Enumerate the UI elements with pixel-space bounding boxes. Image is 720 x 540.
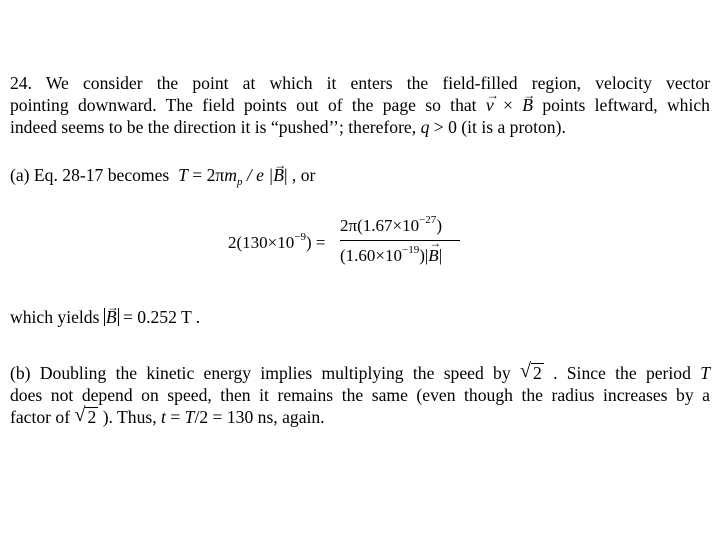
intro-line-3: indeed seems to be the direction it is “pushed’’; therefore, q > 0 (it is a proton). — [10, 117, 566, 137]
part-a-lead: (a) Eq. 28-17 becomes $T = 2\pi m_p / e$ |→ B| , or — [10, 164, 710, 186]
vector-v: → v — [486, 94, 494, 116]
field-magnitude: → B — [104, 308, 119, 326]
intro-paragraph — [10, 72, 710, 138]
intro-line-1: 24. We consider the point at which it enters the field-filled region, velocity vector — [10, 73, 710, 93]
period-equation — [228, 214, 488, 274]
part-b-line-3: factor of √ 2 ). Thus, t = T/2 = 130 ns, again. — [10, 404, 325, 427]
period-formula: $T = 2\pi m_p / e$ |→ B| — [178, 165, 287, 185]
part-a-result: which yields → B = 0.252 T . — [10, 306, 710, 328]
part-b-line-1: (b) Doubling the kinetic energy implies multiplying the speed by √ 2 . Since the period T — [10, 360, 711, 383]
field-result: = 0.252 T . — [122, 307, 201, 327]
part-b-paragraph — [10, 362, 710, 428]
sqrt-two: √ 2 — [519, 360, 542, 383]
equation-numerator: $2\pi(1.67\times 10^{-27})$ — [340, 214, 442, 235]
intro-line-2: pointing downward. The field points out of the page so that → v × → B points leftward, which — [10, 94, 710, 116]
equation-lhs: $2(130\times 10^{-9})$ = — [228, 231, 326, 252]
vector-B: → B — [522, 94, 533, 116]
part-b-line-2: does not depend on speed, then it remains the same (even though the radius increases by a — [10, 385, 710, 405]
sqrt-two-second: √ 2 — [74, 404, 97, 427]
equation-denominator: $(1.60\times 10^{-19})|\to B|$ — [340, 244, 442, 266]
problem-number: 24 — [10, 73, 28, 93]
fraction-bar — [340, 240, 460, 241]
